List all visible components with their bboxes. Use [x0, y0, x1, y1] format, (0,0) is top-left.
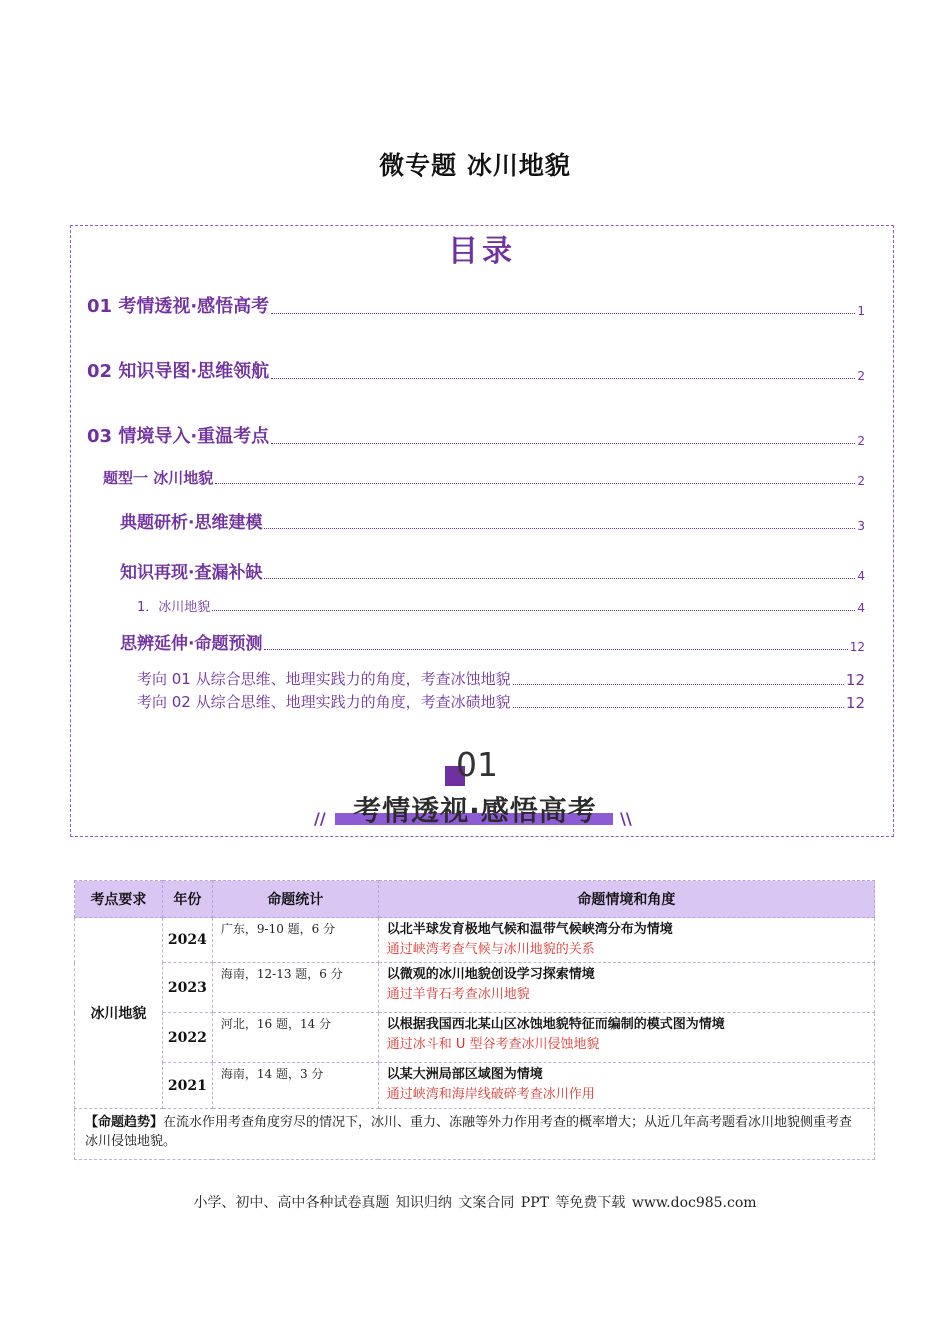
table-row	[75, 918, 875, 963]
topic-cell: 冰川地貌	[75, 918, 163, 1109]
section-banner	[310, 745, 640, 830]
trend-row	[75, 1109, 875, 1160]
stat-cell: 海南，12-13 题，6 分	[212, 963, 378, 1013]
toc-item[interactable]: 考向 02 从综合思维、地理实践力的角度，考查冰碛地貌 12	[137, 693, 865, 712]
stat-cell: 广东，9-10 题，6 分	[212, 918, 378, 963]
year-cell: 2021	[162, 1063, 212, 1109]
year-cell: 2023	[162, 963, 212, 1013]
left-slash-decoration: //	[314, 809, 326, 828]
context-cell: 以北半球发育极地气候和温带气候峡湾分布为情境 通过峡湾考查气候与冰川地貌的关系	[378, 918, 874, 963]
column-header: 年份	[162, 881, 212, 918]
stat-cell: 海南，14 题，3 分	[212, 1063, 378, 1109]
year-cell: 2024	[162, 918, 212, 963]
toc-item[interactable]: 题型一 冰川地貌 2	[103, 469, 865, 488]
table-row	[75, 1013, 875, 1063]
context-cell: 以微观的冰川地貌创设学习探索情境 通过羊背石考查冰川地貌	[378, 963, 874, 1013]
toc-item[interactable]: 03 情境导入·重温考点 2	[87, 426, 865, 448]
table-row	[75, 963, 875, 1013]
year-cell: 2022	[162, 1013, 212, 1063]
table-header-row	[75, 881, 875, 918]
section-number: 01	[456, 745, 498, 784]
column-header: 命题情境和角度	[378, 881, 874, 918]
right-slash-decoration: \\	[620, 809, 632, 828]
toc-item[interactable]: 典题研析·思维建模 3	[120, 513, 865, 533]
page-footer: 小学、初中、高中各种试卷真题 知识归纳 文案合同 PPT 等免费下载 www.doc985.com	[193, 1195, 757, 1211]
toc-item[interactable]: 考向 01 从综合思维、地理实践力的角度，考查冰蚀地貌 12	[137, 670, 865, 689]
exam-analysis-table	[74, 880, 875, 1160]
section-title: 考情透视·感悟高考	[353, 794, 597, 827]
context-cell: 以某大洲局部区域图为情境 通过峡湾和海岸线破碎考查冰川作用	[378, 1063, 874, 1109]
toc-item[interactable]: 1．冰川地貌 4	[137, 600, 865, 615]
toc-item[interactable]: 02 知识导图·思维领航 2	[87, 361, 865, 383]
context-cell: 以根据我国西北某山区冰蚀地貌特征而编制的模式图为情境 通过冰斗和 U 型谷考查冰川侵蚀地貌	[378, 1013, 874, 1063]
trend-cell: 【命题趋势】在流水作用考查角度穷尽的情况下，冰川、重力、冻融等外力作用考查的概率增大；从近几年高考题看冰川地貌侧重考查冰川侵蚀地貌。	[75, 1109, 875, 1160]
stat-cell: 河北，16 题，14 分	[212, 1013, 378, 1063]
toc-item[interactable]: 知识再现·查漏补缺 4	[120, 563, 865, 583]
page-title: 微专题 冰川地貌	[379, 151, 571, 180]
toc-heading: 目录	[448, 234, 516, 269]
toc-item[interactable]: 思辨延伸·命题预测 12	[120, 634, 865, 654]
table-row	[75, 1063, 875, 1109]
column-header: 考点要求	[75, 881, 163, 918]
column-header: 命题统计	[212, 881, 378, 918]
toc-item[interactable]: 01 考情透视·感悟高考 1	[87, 296, 865, 318]
